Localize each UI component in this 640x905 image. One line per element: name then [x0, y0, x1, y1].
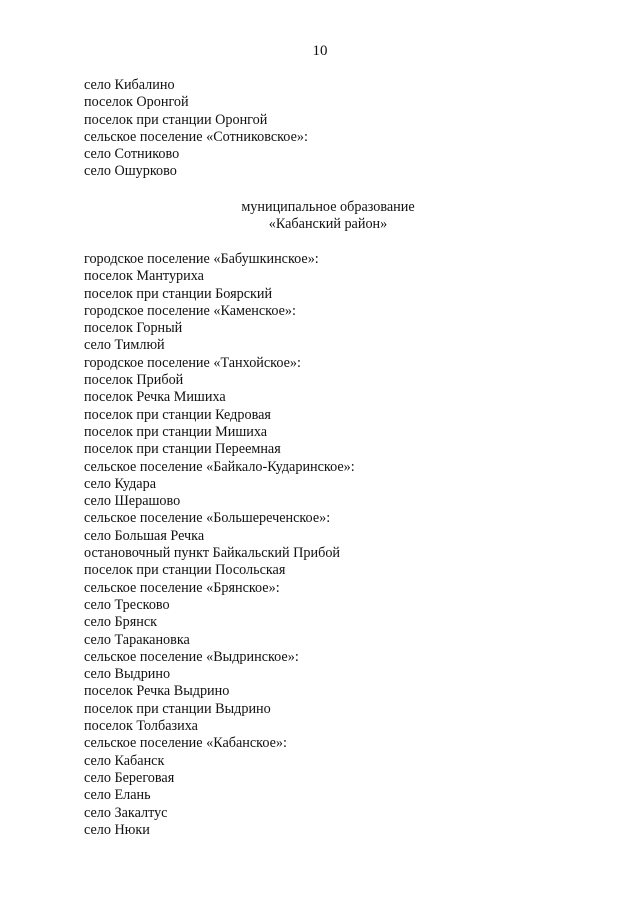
list-item: поселок при станции Оронгой	[84, 111, 268, 128]
list-item: село Ошурково	[84, 163, 177, 180]
list-item: сельское поселение «Большереченское»:	[84, 510, 331, 527]
page-number: 10	[312, 43, 328, 59]
list-item: поселок Речка Выдрино	[84, 683, 230, 700]
list-item: село Тресково	[84, 596, 170, 613]
list-item: село Кабанск	[84, 752, 165, 769]
list-item: село Тимлюй	[84, 337, 165, 354]
list-item: поселок при станции Кедровая	[84, 406, 271, 423]
list-item: поселок Мантуриха	[84, 268, 204, 285]
section-heading	[214, 199, 442, 234]
list-item: село Береговая	[84, 769, 175, 786]
settlement-list-bottom	[84, 251, 355, 839]
list-item: сельское поселение «Сотниковское»:	[84, 128, 308, 145]
list-item: село Закалтус	[84, 804, 168, 821]
list-item: поселок при станции Боярский	[84, 285, 273, 302]
list-item: поселок Прибой	[84, 372, 184, 389]
list-item: сельское поселение «Кабанское»:	[84, 735, 287, 752]
list-item: поселок Речка Мишиха	[84, 389, 226, 406]
list-item: поселок при станции Посольская	[84, 562, 286, 579]
list-item: городское поселение «Каменское»:	[84, 302, 296, 319]
list-item: село Елань	[84, 787, 151, 804]
list-item: поселок при станции Мишиха	[84, 423, 268, 440]
section-heading-line-2: «Кабанский район»	[268, 216, 388, 233]
list-item: сельское поселение «Выдринское»:	[84, 648, 299, 665]
list-item: сельское поселение «Брянское»:	[84, 579, 280, 596]
list-item: сельское поселение «Байкало-Кударинское»:	[84, 458, 355, 475]
section-heading-line-1: муниципальное образование	[241, 199, 415, 215]
list-item: село Большая Речка	[84, 527, 205, 544]
list-item: село Кибалино	[84, 77, 175, 93]
list-item: село Сотниково	[84, 146, 180, 163]
list-item: городское поселение «Бабушкинское»:	[84, 251, 319, 267]
list-item: остановочный пункт Байкальский Прибой	[84, 545, 341, 562]
list-item: село Кудара	[84, 475, 156, 492]
list-item: село Брянск	[84, 614, 158, 631]
list-item: село Выдрино	[84, 666, 171, 683]
list-item: поселок при станции Переемная	[84, 441, 281, 458]
list-item: городское поселение «Танхойское»:	[84, 354, 301, 371]
list-item: село Нюки	[84, 821, 150, 838]
list-item: село Таракановка	[84, 631, 190, 648]
list-item: поселок при станции Выдрино	[84, 700, 271, 717]
settlement-list-top	[84, 77, 308, 181]
list-item: поселок Горный	[84, 320, 183, 337]
list-item: поселок Толбазиха	[84, 718, 198, 735]
list-item: село Шерашово	[84, 493, 181, 510]
list-item: поселок Оронгой	[84, 94, 189, 111]
